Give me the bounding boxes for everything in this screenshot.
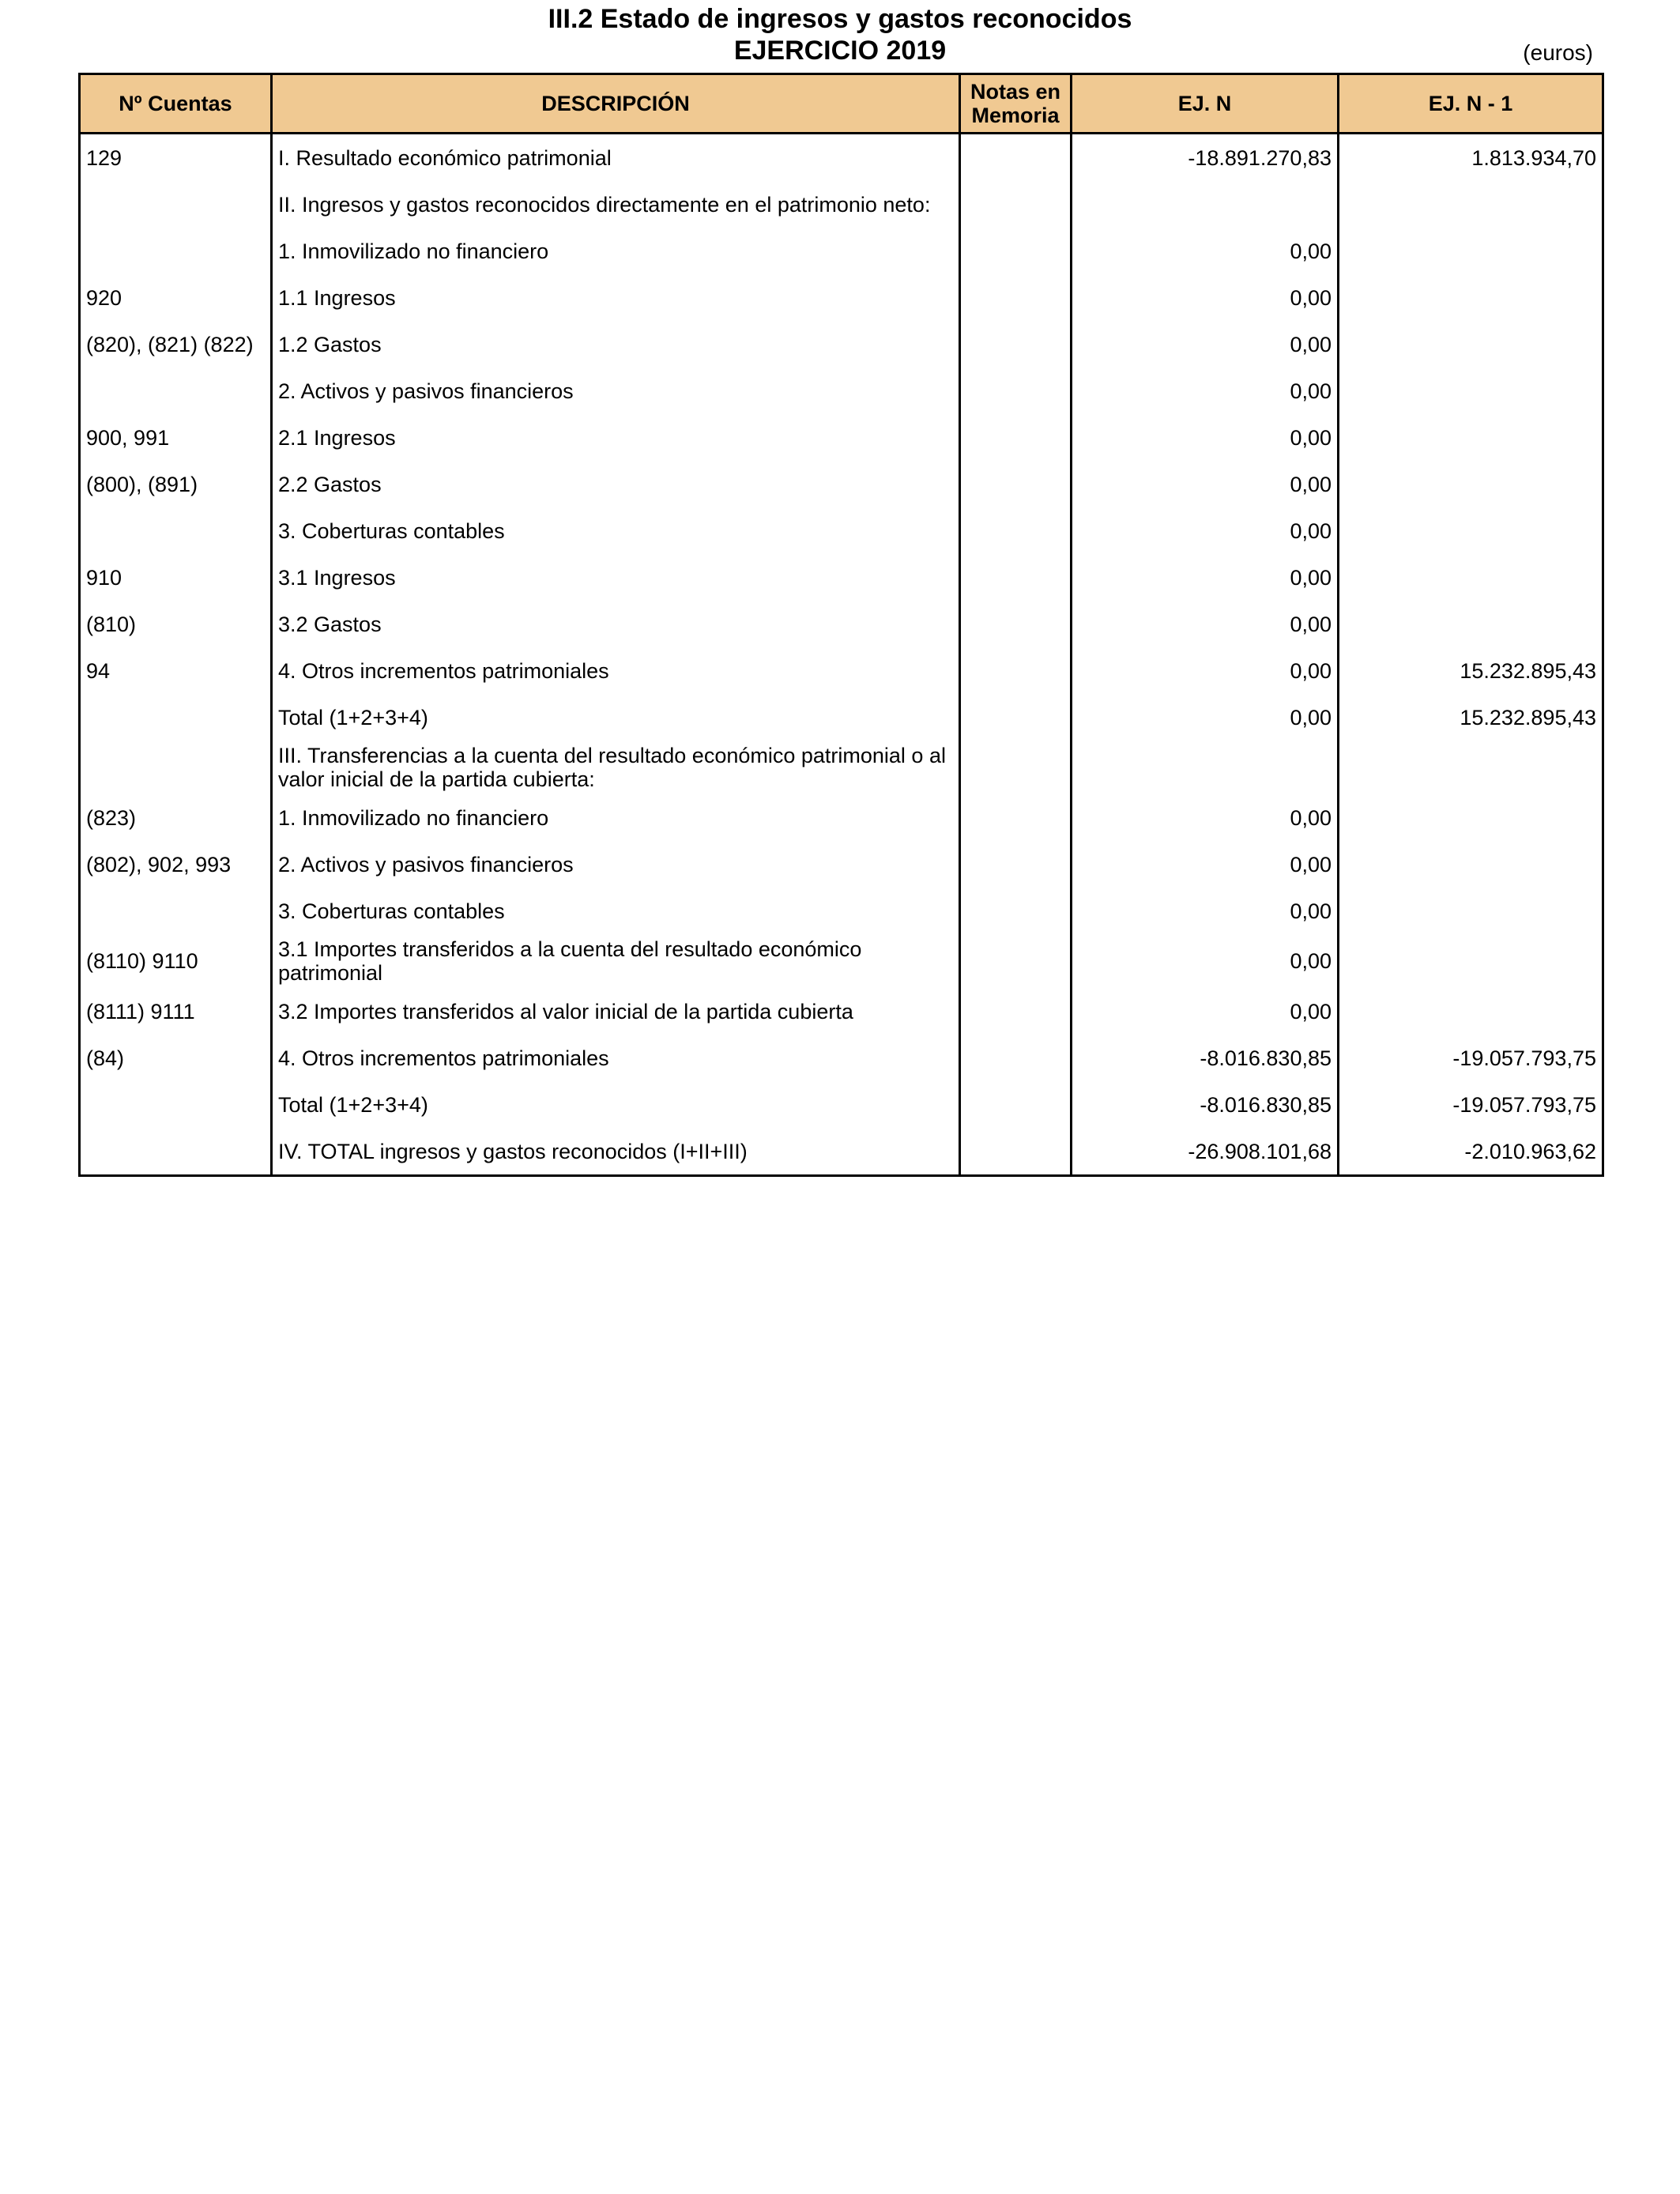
column-header-descripcion: DESCRIPCIÓN [272, 74, 960, 134]
cell-ej-n: -8.016.830,85 [1072, 1035, 1339, 1081]
cell-cuentas: (802), 902, 993 [80, 841, 272, 888]
cell-notas [960, 181, 1072, 228]
income-expense-table [78, 73, 1604, 1177]
cell-notas [960, 274, 1072, 321]
cell-descripcion: 3.2 Gastos [272, 601, 960, 647]
cell-ej-n1: 15.232.895,43 [1339, 647, 1603, 694]
cell-cuentas [80, 694, 272, 741]
cell-cuentas: (823) [80, 794, 272, 841]
cell-notas [960, 934, 1072, 988]
cell-cuentas: 910 [80, 554, 272, 601]
cell-descripcion: 3.1 Ingresos [272, 554, 960, 601]
table-row [80, 794, 1603, 841]
cell-descripcion: 3.2 Importes transferidos al valor inicial de la partida cubierta [272, 988, 960, 1035]
column-header-ej-n1: EJ. N - 1 [1339, 74, 1603, 134]
cell-ej-n: 0,00 [1072, 647, 1339, 694]
cell-ej-n: 0,00 [1072, 321, 1339, 368]
column-header-ej-n: EJ. N [1072, 74, 1339, 134]
cell-ej-n1: -19.057.793,75 [1339, 1035, 1603, 1081]
table-row [80, 1035, 1603, 1081]
table-row [80, 934, 1603, 988]
cell-notas [960, 461, 1072, 507]
cell-ej-n: 0,00 [1072, 988, 1339, 1035]
report-title: III.2 Estado de ingresos y gastos reconocidos [548, 4, 1132, 34]
cell-ej-n1 [1339, 181, 1603, 228]
cell-notas [960, 507, 1072, 554]
cell-ej-n1 [1339, 841, 1603, 888]
cell-descripcion: 1. Inmovilizado no financiero [272, 228, 960, 274]
cell-notas [960, 794, 1072, 841]
table-header-row [80, 74, 1603, 134]
cell-ej-n1 [1339, 414, 1603, 461]
cell-cuentas [80, 1128, 272, 1176]
table-row [80, 1128, 1603, 1176]
cell-notas [960, 841, 1072, 888]
cell-ej-n: -8.016.830,85 [1072, 1081, 1339, 1128]
table-row [80, 601, 1603, 647]
cell-ej-n: 0,00 [1072, 888, 1339, 934]
cell-notas [960, 741, 1072, 794]
cell-descripcion: 1.1 Ingresos [272, 274, 960, 321]
cell-descripcion: III. Transferencias a la cuenta del resultado económico patrimonial o al valor inicial de la partida cubierta: [272, 741, 960, 794]
cell-ej-n1 [1339, 368, 1603, 414]
table-row [80, 461, 1603, 507]
cell-descripcion: 3. Coberturas contables [272, 507, 960, 554]
cell-notas [960, 601, 1072, 647]
cell-notas [960, 694, 1072, 741]
table-body [80, 134, 1603, 1176]
cell-notas [960, 368, 1072, 414]
cell-ej-n: -26.908.101,68 [1072, 1128, 1339, 1176]
cell-descripcion: IV. TOTAL ingresos y gastos reconocidos (I+II+III) [272, 1128, 960, 1176]
cell-descripcion: Total (1+2+3+4) [272, 694, 960, 741]
table-row [80, 647, 1603, 694]
cell-ej-n: -18.891.270,83 [1072, 134, 1339, 182]
column-header-notas: Notas en Memoria [960, 74, 1072, 134]
cell-descripcion: 1.2 Gastos [272, 321, 960, 368]
cell-ej-n: 0,00 [1072, 934, 1339, 988]
cell-cuentas [80, 1081, 272, 1128]
cell-ej-n: 0,00 [1072, 368, 1339, 414]
cell-notas [960, 647, 1072, 694]
currency-units: (euros) [1523, 40, 1593, 65]
cell-ej-n: 0,00 [1072, 554, 1339, 601]
cell-cuentas [80, 228, 272, 274]
cell-notas [960, 1081, 1072, 1128]
cell-cuentas: (810) [80, 601, 272, 647]
cell-notas [960, 888, 1072, 934]
cell-descripcion: 3.1 Importes transferidos a la cuenta del resultado económico patrimonial [272, 934, 960, 988]
cell-notas [960, 988, 1072, 1035]
cell-descripcion: 2.1 Ingresos [272, 414, 960, 461]
table-row [80, 181, 1603, 228]
table-row [80, 1081, 1603, 1128]
cell-notas [960, 414, 1072, 461]
cell-descripcion: 1. Inmovilizado no financiero [272, 794, 960, 841]
table-row [80, 368, 1603, 414]
cell-cuentas: 900, 991 [80, 414, 272, 461]
cell-ej-n1 [1339, 554, 1603, 601]
report-subtitle: EJERCICIO 2019 [733, 36, 947, 66]
cell-ej-n1: -19.057.793,75 [1339, 1081, 1603, 1128]
cell-ej-n1 [1339, 601, 1603, 647]
cell-ej-n: 0,00 [1072, 274, 1339, 321]
cell-cuentas: (8111) 9111 [80, 988, 272, 1035]
cell-ej-n1 [1339, 461, 1603, 507]
cell-cuentas: 94 [80, 647, 272, 694]
table-row [80, 694, 1603, 741]
cell-ej-n1 [1339, 741, 1603, 794]
cell-ej-n [1072, 741, 1339, 794]
cell-cuentas: 129 [80, 134, 272, 182]
cell-ej-n1 [1339, 988, 1603, 1035]
cell-ej-n [1072, 181, 1339, 228]
table-row [80, 507, 1603, 554]
cell-cuentas [80, 181, 272, 228]
column-header-cuentas: Nº Cuentas [80, 74, 272, 134]
cell-ej-n: 0,00 [1072, 228, 1339, 274]
table-row [80, 228, 1603, 274]
table-row [80, 554, 1603, 601]
cell-ej-n1: -2.010.963,62 [1339, 1128, 1603, 1176]
table-row [80, 988, 1603, 1035]
cell-cuentas: (800), (891) [80, 461, 272, 507]
table-row [80, 274, 1603, 321]
cell-descripcion: 2. Activos y pasivos financieros [272, 841, 960, 888]
cell-notas [960, 554, 1072, 601]
cell-ej-n1: 1.813.934,70 [1339, 134, 1603, 182]
cell-descripcion: 3. Coberturas contables [272, 888, 960, 934]
cell-ej-n: 0,00 [1072, 601, 1339, 647]
table-row [80, 134, 1603, 182]
cell-descripcion: 4. Otros incrementos patrimoniales [272, 1035, 960, 1081]
cell-cuentas [80, 741, 272, 794]
cell-notas [960, 321, 1072, 368]
table-row [80, 841, 1603, 888]
cell-cuentas: (8110) 9110 [80, 934, 272, 988]
cell-ej-n: 0,00 [1072, 794, 1339, 841]
cell-ej-n: 0,00 [1072, 841, 1339, 888]
cell-ej-n1 [1339, 321, 1603, 368]
table-row [80, 888, 1603, 934]
cell-cuentas [80, 368, 272, 414]
cell-cuentas [80, 507, 272, 554]
cell-cuentas: (84) [80, 1035, 272, 1081]
table-row [80, 321, 1603, 368]
cell-ej-n1 [1339, 507, 1603, 554]
cell-ej-n1 [1339, 274, 1603, 321]
cell-cuentas: 920 [80, 274, 272, 321]
cell-descripcion: 2. Activos y pasivos financieros [272, 368, 960, 414]
cell-ej-n1 [1339, 228, 1603, 274]
cell-cuentas: (820), (821) (822) [80, 321, 272, 368]
cell-notas [960, 134, 1072, 182]
cell-ej-n: 0,00 [1072, 414, 1339, 461]
table-row [80, 741, 1603, 794]
cell-descripcion: II. Ingresos y gastos reconocidos directamente en el patrimonio neto: [272, 181, 960, 228]
cell-ej-n1: 15.232.895,43 [1339, 694, 1603, 741]
cell-descripcion: I. Resultado económico patrimonial [272, 134, 960, 182]
cell-descripcion: Total (1+2+3+4) [272, 1081, 960, 1128]
cell-ej-n: 0,00 [1072, 461, 1339, 507]
cell-cuentas [80, 888, 272, 934]
table-row [80, 414, 1603, 461]
cell-notas [960, 1128, 1072, 1176]
cell-notas [960, 228, 1072, 274]
cell-ej-n1 [1339, 888, 1603, 934]
cell-descripcion: 4. Otros incrementos patrimoniales [272, 647, 960, 694]
cell-ej-n: 0,00 [1072, 694, 1339, 741]
cell-ej-n1 [1339, 794, 1603, 841]
cell-notas [960, 1035, 1072, 1081]
cell-descripcion: 2.2 Gastos [272, 461, 960, 507]
cell-ej-n1 [1339, 934, 1603, 988]
cell-ej-n: 0,00 [1072, 507, 1339, 554]
